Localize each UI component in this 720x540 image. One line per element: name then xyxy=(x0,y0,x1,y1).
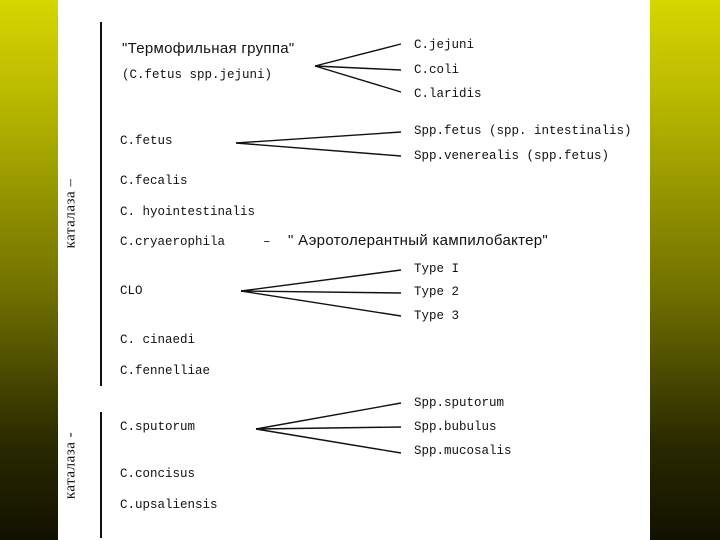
species-fecalis: C.fecalis xyxy=(120,174,188,188)
branch-clo-type1 xyxy=(241,270,401,291)
species-jejuni: C.jejuni xyxy=(414,38,475,52)
branch-thermophilic-jejuni xyxy=(315,44,401,66)
thermophilic-group-subtitle: (C.fetus spp.jejuni) xyxy=(122,68,273,82)
clo-type-1: Type I xyxy=(414,262,460,276)
subspecies-mucosalis: Spp.mucosalis xyxy=(414,444,512,458)
clo-type-3: Type 3 xyxy=(414,309,460,323)
subspecies-venerealis: Spp.venerealis (spp.fetus) xyxy=(414,149,610,163)
branch-clo-type3 xyxy=(241,291,401,316)
branch-clo-type2 xyxy=(241,291,401,293)
catalase-negative-label: каталаза - xyxy=(62,431,79,500)
branch-fetus-fetus xyxy=(236,132,401,143)
species-fennelliae: C.fennelliae xyxy=(120,364,211,378)
diagram-sheet xyxy=(58,0,650,540)
species-clo: CLO xyxy=(120,284,143,298)
species-cinaedi: C. cinaedi xyxy=(120,333,196,347)
subspecies-sputorum: Spp.sputorum xyxy=(414,396,505,410)
species-cryaerophila: C.cryaerophila xyxy=(120,235,226,249)
clo-type-2: Type 2 xyxy=(414,285,460,299)
species-laridis: C.laridis xyxy=(414,87,482,101)
branch-sputorum-bubulus xyxy=(256,427,401,429)
species-upsaliensis: C.upsaliensis xyxy=(120,498,218,512)
subspecies-bubulus: Spp.bubulus xyxy=(414,420,497,434)
cryaerophila-dash: – xyxy=(263,235,271,249)
branch-sputorum-mucosalis xyxy=(256,429,401,453)
species-fetus: C.fetus xyxy=(120,134,173,148)
subspecies-fetus: Spp.fetus (spp. intestinalis) xyxy=(414,124,632,138)
thermophilic-group-title: "Термофильная группа" xyxy=(122,40,295,57)
aerotolerant-note: " Аэротолерантный кампилобактер" xyxy=(288,232,549,249)
catalase-positive-label: каталаза – xyxy=(62,178,79,249)
branch-sputorum-sputorum xyxy=(256,403,401,429)
species-hyointestinalis: C. hyointestinalis xyxy=(120,205,256,219)
species-concisus: C.concisus xyxy=(120,467,196,481)
branch-fetus-venerealis xyxy=(236,143,401,156)
species-sputorum: C.sputorum xyxy=(120,420,196,434)
species-coli: C.coli xyxy=(414,63,460,77)
